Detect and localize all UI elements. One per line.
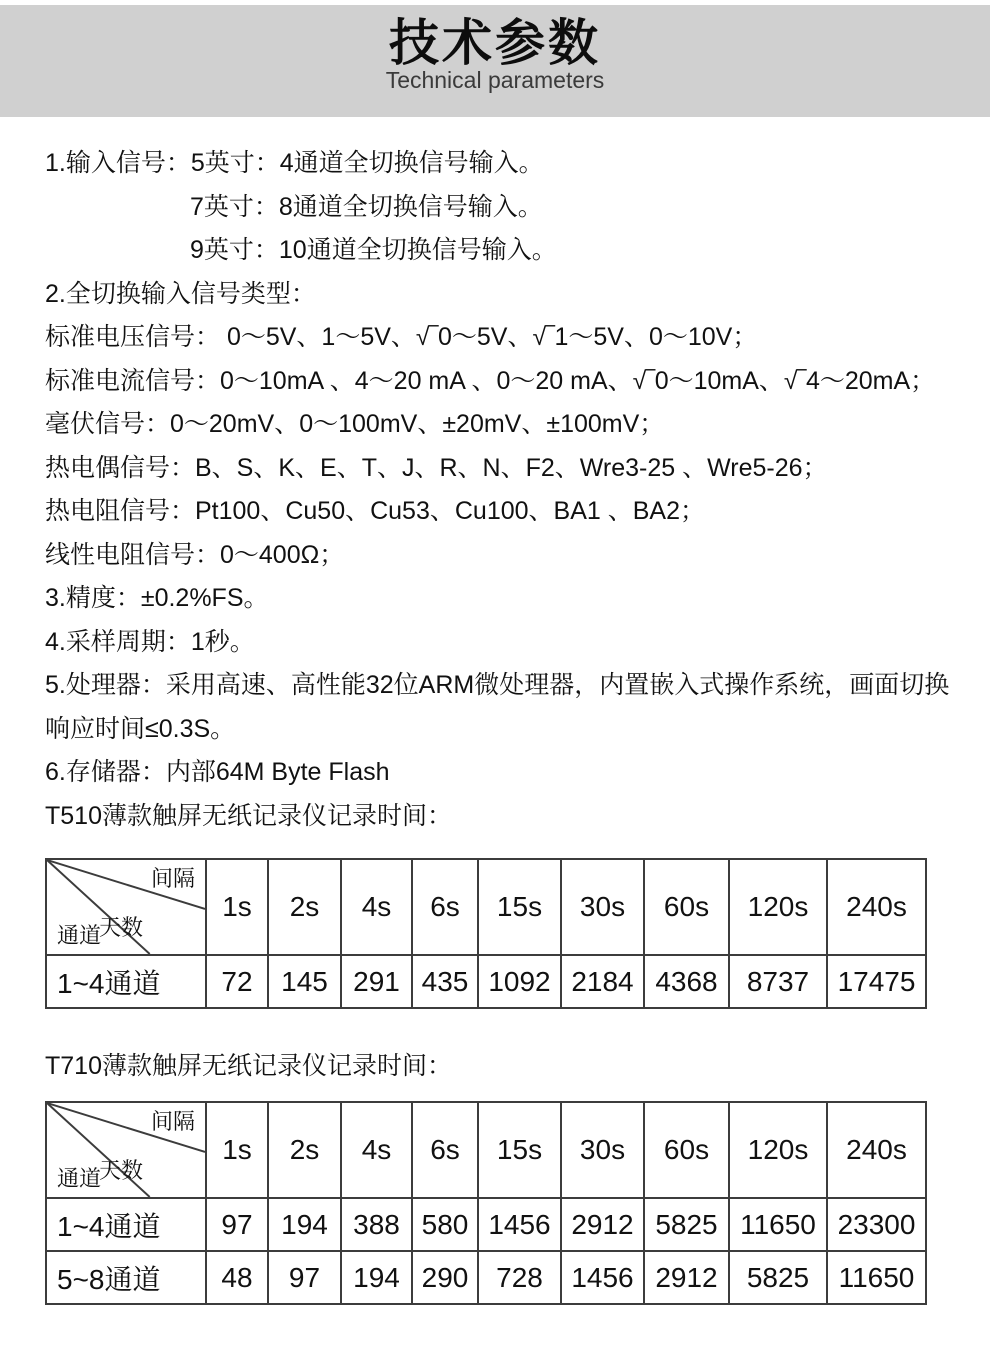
corner-cell: [46, 859, 206, 955]
spec-line: 4.采样周期：1秒。: [45, 627, 255, 656]
interval-header-cell: 2s: [268, 1102, 341, 1198]
spec-line: 毫伏信号：0～20mV、0～100mV、±20mV、±100mV；: [45, 410, 665, 438]
days-value-cell: 194: [341, 1251, 412, 1304]
days-value-cell: 4368: [644, 955, 729, 1008]
days-value-cell: 5825: [729, 1251, 827, 1304]
table-row: [46, 1198, 926, 1251]
days-value-cell: 2912: [561, 1198, 644, 1251]
days-value-cell: 290: [412, 1251, 478, 1304]
spec-line: 1.输入信号：5英寸：4通道全切换信号输入。: [45, 149, 544, 177]
days-value-cell: 48: [206, 1251, 268, 1304]
days-value-cell: 388: [341, 1198, 412, 1251]
corner-label-days: 天数: [99, 915, 144, 940]
spec-list: [0, 117, 990, 838]
page-subtitle: Technical parameters: [385, 67, 605, 93]
days-value-cell: 8737: [729, 955, 827, 1008]
days-value-cell: 728: [478, 1251, 561, 1304]
interval-header-cell: 15s: [478, 859, 561, 955]
interval-header-cell: 60s: [644, 859, 729, 955]
spec-line: 9英寸：10通道全切换信号输入。: [190, 236, 557, 264]
interval-header-cell: 240s: [827, 1102, 926, 1198]
days-value-cell: 1456: [561, 1251, 644, 1304]
interval-header-cell: 120s: [729, 859, 827, 955]
interval-header-cell: 4s: [341, 859, 412, 955]
corner-label-days: 天数: [99, 1158, 144, 1183]
spec-line: 热电偶信号：B、S、K、E、T、J、R、N、F2、Wre3-25 、Wre5-26；: [45, 453, 828, 482]
days-value-cell: 2912: [644, 1251, 729, 1304]
interval-header-cell: 30s: [561, 1102, 644, 1198]
days-value-cell: 194: [268, 1198, 341, 1251]
days-value-cell: 11650: [729, 1198, 827, 1251]
interval-header-cell: 6s: [412, 1102, 478, 1198]
t710-record-time-table: [45, 1101, 927, 1305]
days-value-cell: 11650: [827, 1251, 926, 1304]
days-value-cell: 97: [268, 1251, 341, 1304]
days-value-cell: 2184: [561, 955, 644, 1008]
corner-label-interval: 间隔: [150, 866, 195, 891]
days-value-cell: 580: [412, 1198, 478, 1251]
interval-header-cell: 240s: [827, 859, 926, 955]
spec-line: 线性电阻信号：0～400Ω；: [45, 540, 345, 569]
spec-line: 5.处理器：采用高速、高性能32位ARM微处理器，内置嵌入式操作系统，画面切换: [45, 671, 950, 699]
days-value-cell: 97: [206, 1198, 268, 1251]
spec-line: T510薄款触屏无纸记录仪记录时间：: [45, 801, 452, 830]
table2-mount: [0, 1101, 990, 1305]
interval-header-cell: 6s: [412, 859, 478, 955]
spec-line: 6.存储器：内部64M Byte Flash: [45, 758, 390, 786]
interval-header-cell: 4s: [341, 1102, 412, 1198]
interval-header-cell: 120s: [729, 1102, 827, 1198]
interval-header-cell: 15s: [478, 1102, 561, 1198]
days-value-cell: 23300: [827, 1198, 926, 1251]
spec-line: 热电阻信号：Pt100、Cu50、Cu53、Cu100、BA1 、BA2；: [45, 497, 705, 525]
channel-range-cell: 1~4通道: [46, 955, 206, 1008]
days-value-cell: 291: [341, 955, 412, 1008]
interval-header-cell: 60s: [644, 1102, 729, 1198]
table-row: [46, 955, 926, 1008]
spec-line: 7英寸：8通道全切换信号输入。: [190, 192, 543, 221]
days-value-cell: 17475: [827, 955, 926, 1008]
page-title: 技术参数: [389, 15, 601, 71]
spec-line: 3.精度：±0.2%FS。: [45, 584, 269, 612]
interval-header-cell: 1s: [206, 859, 268, 955]
days-value-cell: 1456: [478, 1198, 561, 1251]
channel-range-cell: 1~4通道: [46, 1198, 206, 1251]
corner-label-channel: 通道: [57, 1166, 102, 1191]
interval-header-cell: 2s: [268, 859, 341, 955]
days-value-cell: 1092: [478, 955, 561, 1008]
corner-label-channel: 通道: [57, 923, 102, 948]
spec-line: 标准电压信号： 0～5V、1～5V、√‾0～5V、√‾1～5V、0～10V；: [45, 323, 758, 351]
corner-label-interval: 间隔: [150, 1109, 195, 1134]
channel-range-cell: 5~8通道: [46, 1251, 206, 1304]
header-banner: [0, 5, 990, 117]
t510-record-time-table: [45, 858, 927, 1009]
spec-line: 响应时间≤0.3S。: [45, 714, 236, 743]
interval-header-cell: 30s: [561, 859, 644, 955]
table2-caption: T710薄款触屏无纸记录仪记录时间：: [45, 1052, 452, 1080]
spec-line: 2.全切换输入信号类型：: [45, 279, 316, 308]
days-value-cell: 435: [412, 955, 478, 1008]
table-row: [46, 1251, 926, 1304]
days-value-cell: 5825: [644, 1198, 729, 1251]
corner-cell: [46, 1102, 206, 1198]
table1-mount: [0, 858, 990, 1009]
spec-line: 标准电流信号：0～10mA 、4～20 mA 、0～20 mA、√‾0～10mA、√‾4～20mA；: [45, 366, 936, 395]
interval-header-cell: 1s: [206, 1102, 268, 1198]
days-value-cell: 145: [268, 955, 341, 1008]
days-value-cell: 72: [206, 955, 268, 1008]
